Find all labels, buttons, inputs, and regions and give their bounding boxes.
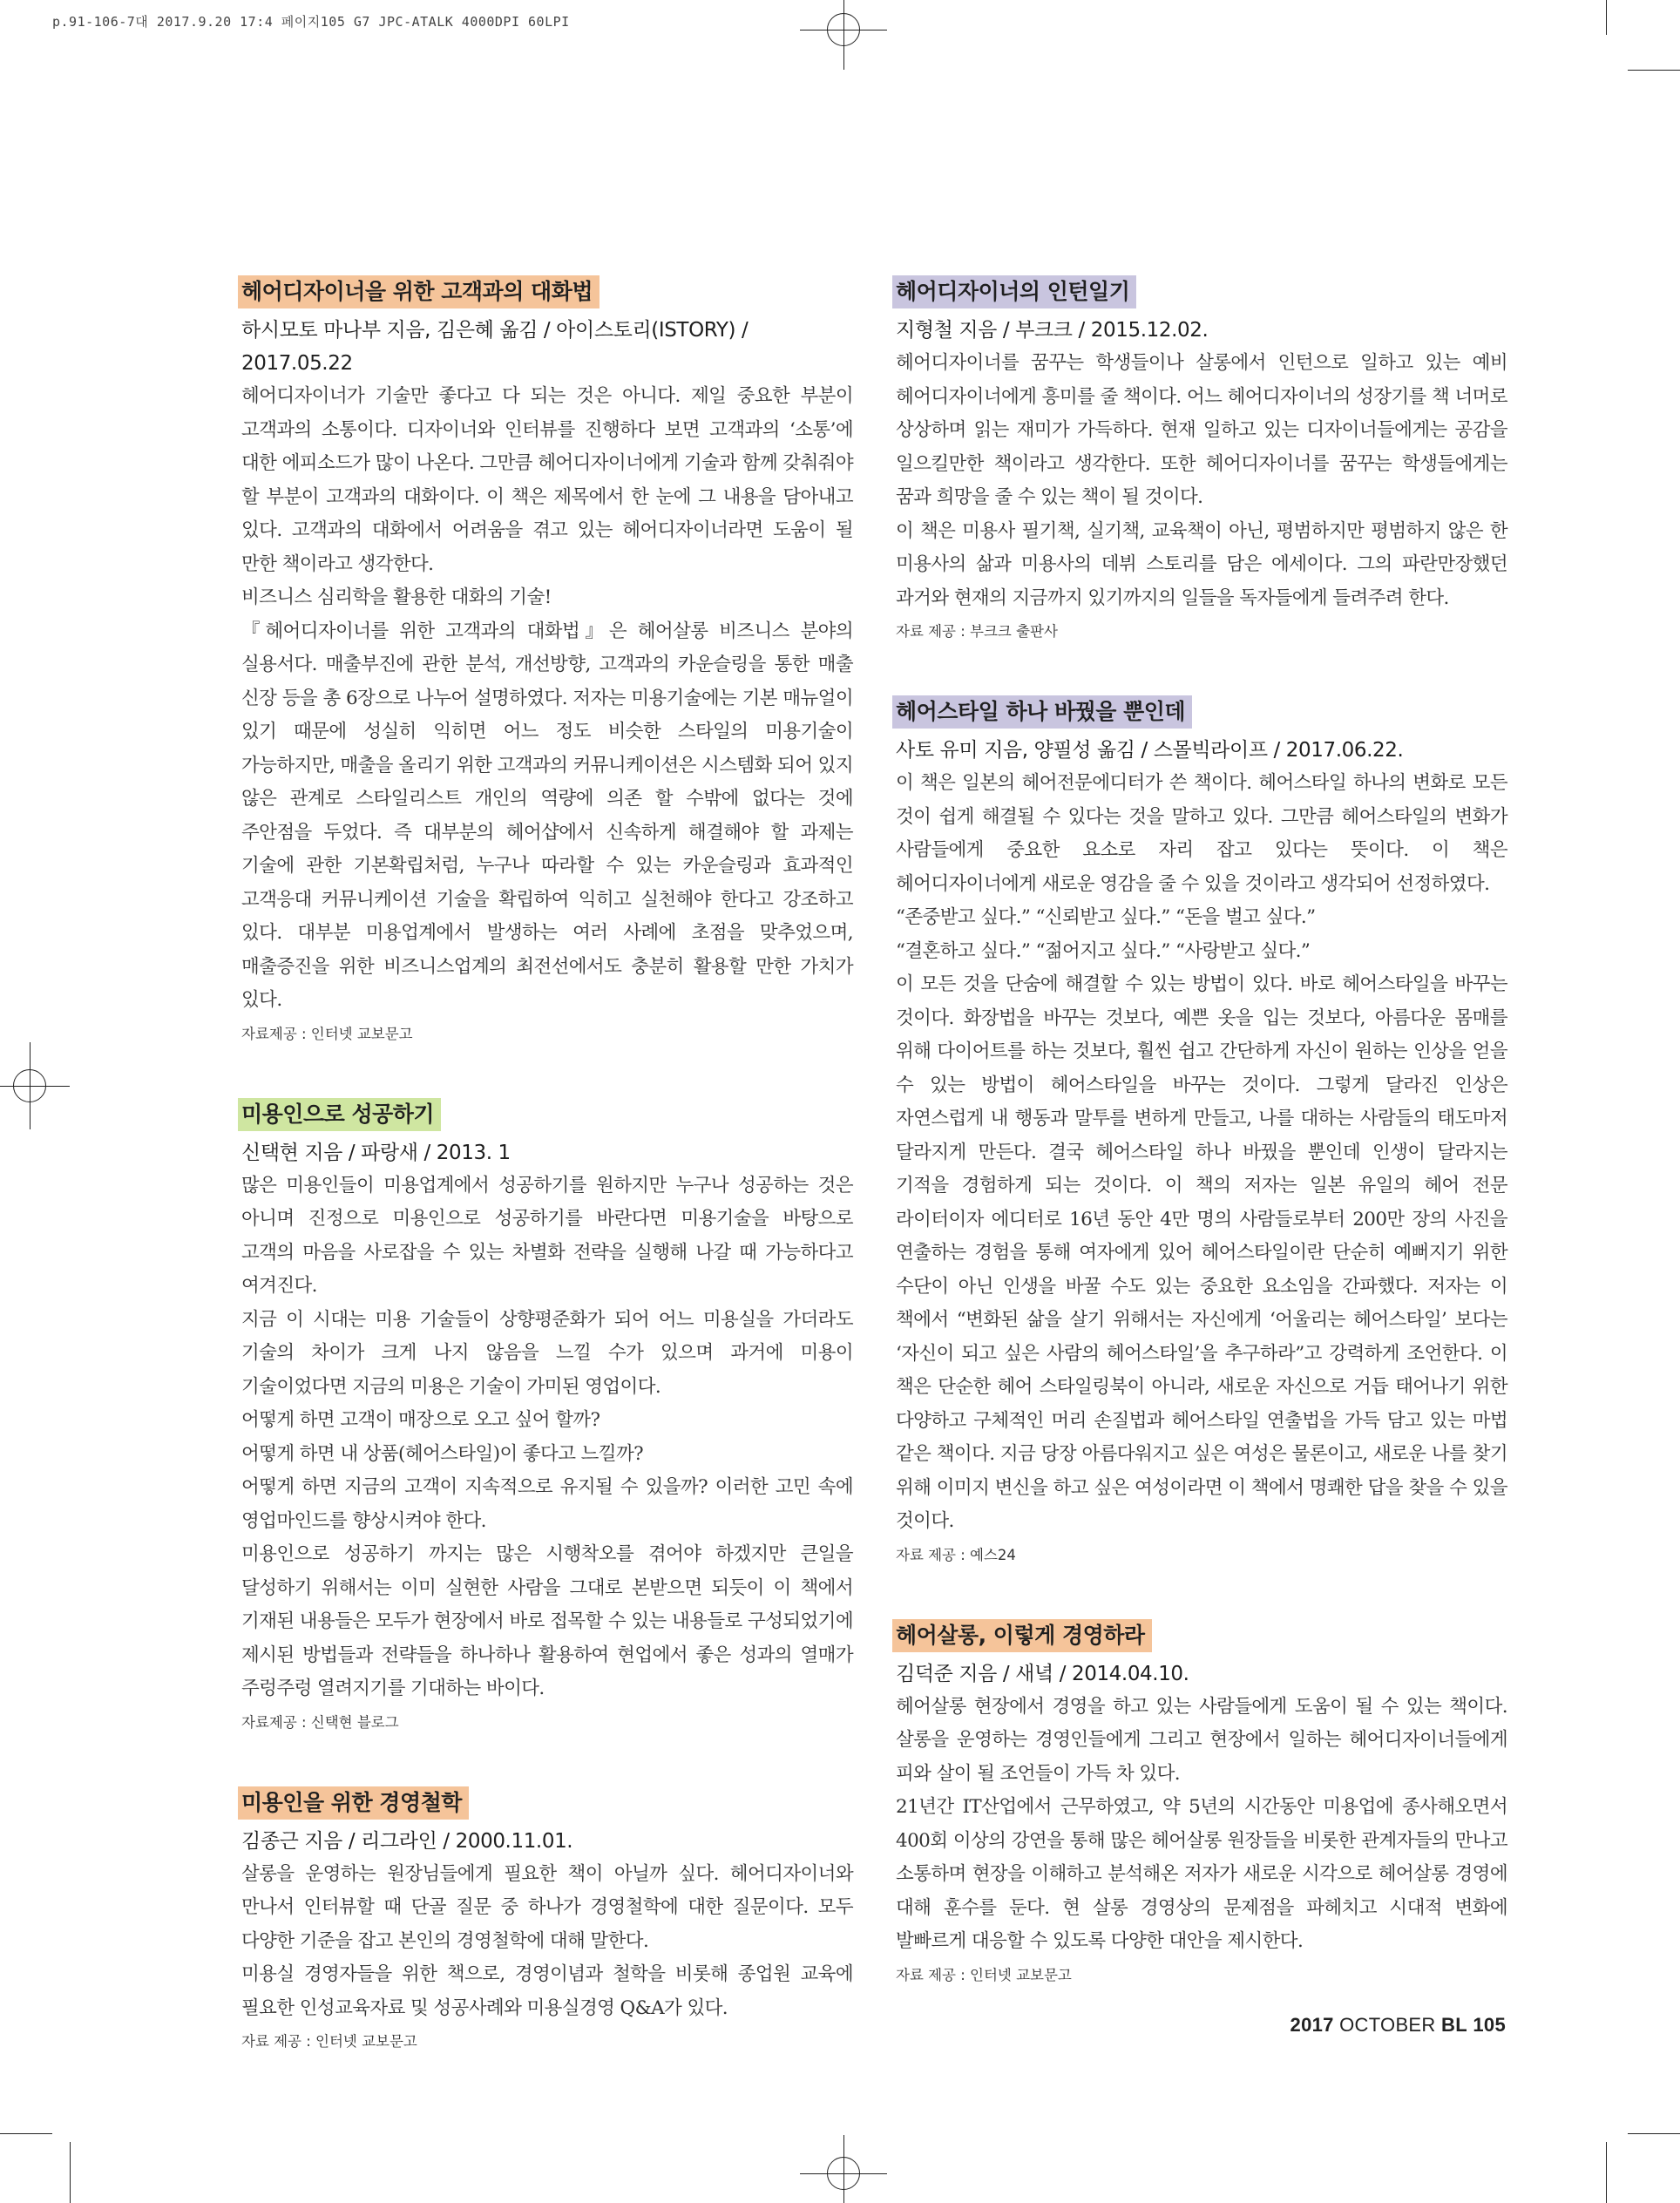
book-description: [896, 347, 1507, 615]
page-number: 105: [1473, 2014, 1506, 2036]
paragraph: 이 책은 일본의 헤어전문에디터가 쓴 책이다. 헤어스타일 하나의 변화로 모든 것이 쉽게 해결될 수 있다는 것을 말하고 있다. 그만큼 헤어스타일의 변화가 사람들에게 중요한 요소로 자리 잡고 있다는 뜻이다. 이 책은 헤어디자이너에게 새로운 영감을 줄 수 있을 것이라고 생각되어 선정하였다.: [896, 772, 1507, 895]
book-review: [241, 1098, 853, 1738]
paragraph: 미용인으로 성공하기 까지는 많은 시행착오를 겪어야 하겠지만 큰일을 달성하기 위해서는 이미 실현한 사람을 그대로 본받으면 되듯이 이 책에서 기재된 내용들은 모두가 현장에서 바로 접목할 수 있는 내용들로 구성되었기에 제시된 방법들과 전략들을 하나하나 활용하여 현업에서 좋은 성과의 열매가 주렁주렁 열려지기를 기대하는 바이다.: [241, 1543, 853, 1699]
source-credit: 자료제공 : 인터넷 교보문고: [241, 1025, 413, 1042]
paragraph: 이 책은 미용사 필기책, 실기책, 교육책이 아닌, 평범하지만 평범하지 않은 한 미용사의 삶과 미용사의 데뷔 스토리를 담은 에세이다. 그의 파란만장했던 과거와 현재의 지금까지 있기까지의 일들을 독자들에게 들려주려 한다.: [896, 519, 1507, 609]
paragraph: 헤어디자이너를 꿈꾸는 학생들이나 살롱에서 인턴으로 일하고 있는 예비 헤어디자이너에게 흥미를 줄 책이다. 어느 헤어디자이너의 성장기를 책 너머로 상상하며 읽는 재미가 가득하다. 현재 일하고 있는 디자이너들에게는 공감을 일으킬만한 책이라고 생각한다. 또한 헤어디자이너를 꿈꾸는 학생들에게는 꿈과 희망을 줄 수 있는 책이 될 것이다.: [896, 352, 1507, 508]
book-review: [896, 695, 1507, 1570]
left-column: [241, 275, 853, 2057]
registration-mark-bottom: [800, 2135, 887, 2203]
crop-mark: [1606, 2142, 1607, 2203]
folio-magazine: BL: [1441, 2014, 1467, 2036]
paragraph: 미용실 경영자들을 위한 책으로, 경영이념과 철학을 비롯해 종업원 교육에 필요한 인성교육자료 및 성공사례와 미용실경영 Q&A가 있다.: [241, 1963, 853, 2019]
crop-mark: [1628, 2133, 1680, 2134]
folio-month: OCTOBER: [1339, 2014, 1436, 2036]
crop-mark: [1606, 0, 1607, 35]
crop-mark: [1628, 70, 1680, 71]
book-meta: 김덕준 지음 / 새녘 / 2014.04.10.: [896, 1662, 1189, 1685]
source-credit: 자료 제공 : 인터넷 교보문고: [241, 2033, 417, 2050]
book-review: [896, 275, 1507, 647]
book-title: 미용인을 위한 경영철학: [238, 1786, 469, 1820]
page-folio: [1290, 2014, 1506, 2037]
book-review: [241, 275, 853, 1049]
book-title: 헤어살롱, 이렇게 경영하라: [892, 1619, 1152, 1652]
paragraph: 비즈니스 심리학을 활용한 대화의 기술!: [241, 586, 552, 608]
book-title: 미용인으로 성공하기: [238, 1098, 441, 1131]
paragraph: 헤어살롱 현장에서 경영을 하고 있는 사람들에게 도움이 될 수 있는 책이다. 살롱을 운영하는 경영인들에게 그리고 현장에서 일하는 헤어디자이너들에게 피와 살이 될 조언들이 가득 차 있다.: [896, 1695, 1507, 1785]
paragraph: 어떻게 하면 지금의 고객이 지속적으로 유지될 수 있을까? 이러한 고민 속에 영업마인드를 향상시켜야 한다.: [241, 1476, 853, 1532]
book-review: [896, 1619, 1507, 1990]
print-slug: p.91-106-7대 2017.9.20 17:4 페이지105 G7 JPC-ATALK 4000DPI 60LPI: [52, 14, 570, 30]
book-title: 헤어디자이너의 인턴일기: [892, 275, 1136, 308]
book-review: [241, 1786, 853, 2057]
crop-mark: [70, 2142, 71, 2203]
book-description: [241, 380, 853, 1018]
source-credit: 자료 제공 : 인터넷 교보문고: [896, 1966, 1072, 1983]
paragraph: “존중받고 싶다.” “신뢰받고 싶다.” “돈을 벌고 싶다.”: [896, 906, 1316, 928]
book-description: [896, 767, 1507, 1539]
paragraph: 헤어디자이너가 기술만 좋다고 다 되는 것은 아니다. 제일 중요한 부분이 고객과의 소통이다. 디자이너와 인터뷰를 진행하다 보면 고객과의 ‘소통’에 대한 에피소드가 많이 나온다. 그만큼 헤어디자이너에게 기술과 함께 갖춰줘야 할 부분이 고객과의 대화이다. 이 책은 제목에서 한 눈에 그 내용을 담아내고 있다. 고객과의 대화에서 어려움을 겪고 있는 헤어디자이너라면 도움이 될 만한 책이라고 생각한다.: [241, 385, 853, 575]
book-meta: 지형철 지음 / 부크크 / 2015.12.02.: [896, 319, 1209, 342]
paragraph: 어떻게 하면 고객이 매장으로 오고 싶어 할까?: [241, 1409, 600, 1431]
crop-mark: [0, 2133, 52, 2134]
paragraph: 많은 미용인들이 미용업계에서 성공하기를 원하지만 누구나 성공하는 것은 아니며 진정으로 미용인으로 성공하기를 바란다면 미용기술을 바탕으로 고객의 마음을 사로잡을 수 있는 차별화 전략을 실행해 나갈 때 가능하다고 여겨진다.: [241, 1174, 853, 1297]
book-description: [241, 1858, 853, 2026]
book-title: 헤어디자이너을 위한 고객과의 대화법: [238, 275, 600, 308]
book-description: [241, 1169, 853, 1706]
source-credit: 자료 제공 : 부크크 출판사: [896, 623, 1058, 640]
paragraph: 『헤어디자이너를 위한 고객과의 대화법』은 헤어살롱 비즈니스 분야의 실용서다. 매출부진에 관한 분석, 개선방향, 고객과의 카운슬링을 통한 매출 신장 등을 총 6장으로 나누어 설명하였다. 저자는 미용기술에는 기본 매뉴얼이 있기 때문에 성실히 익히면 어느 정도 비슷한 스타일의 미용기술이 가능하지만, 매출을 올리기 위한 고객과의 커뮤니케이션은 시스템화 되어 있지 않은 관계로 스타일리스트 개인의 역량에 의존 할 수밖에 없다는 것에 주안점을 두었다. 즉 대부분의 헤어샵에서 신속하게 해결해야 할 과제는 기술에 관한 기본확립처럼, 누구나 따라할 수 있는 카운슬링과 효과적인 고객응대 커뮤니케이션 기술을 확립하여 익히고 실천해야 한다고 강조하고 있다. 대부분 미용업계에서 발생하는 여러 사례에 초점을 맞추었으며, 매출증진을 위한 비즈니스업계의 최전선에서도 충분히 활용할 만한 가치가 있다.: [241, 620, 853, 1011]
book-meta: 하시모토 마나부 지음, 김은혜 옮김 / 아이스토리(ISTORY) / 2017.05.22: [241, 319, 749, 375]
paragraph: 어떻게 하면 내 상품(헤어스타일)이 좋다고 느낄까?: [241, 1442, 644, 1465]
book-meta: 사토 유미 지음, 양필성 옮김 / 스몰빅라이프 / 2017.06.22.: [896, 739, 1404, 762]
book-meta: 김종근 지음 / 리그라인 / 2000.11.01.: [241, 1829, 573, 1853]
folio-year: 2017: [1290, 2014, 1334, 2036]
book-title: 헤어스타일 하나 바꿨을 뿐인데: [892, 695, 1192, 729]
source-credit: 자료 제공 : 예스24: [896, 1546, 1016, 1563]
paragraph: 지금 이 시대는 미용 기술들이 상향평준화가 되어 어느 미용실을 가더라도 기술의 차이가 크게 나지 않음을 느낄 수가 있으며 과거에 미용이 기술이었다면 지금의 미용은 기술이 가미된 영업이다.: [241, 1308, 853, 1398]
paragraph: “결혼하고 싶다.” “젊어지고 싶다.” “사랑받고 싶다.”: [896, 939, 1311, 962]
right-column: [896, 275, 1507, 1990]
source-credit: 자료제공 : 신택현 블로그: [241, 1713, 399, 1731]
book-meta: 신택현 지음 / 파랑새 / 2013. 1: [241, 1141, 511, 1164]
paragraph: 살롱을 운영하는 원장님들에게 필요한 책이 아닐까 싶다. 헤어디자이너와 만나서 인터뷰할 때 단골 질문 중 하나가 경영철학에 대한 질문이다. 모두 다양한 기준을 잡고 본인의 경영철학에 대해 말한다.: [241, 1862, 853, 1952]
paragraph: 21년간 IT산업에서 근무하였고, 약 5년의 시간동안 미용업에 종사해오면서 400회 이상의 강연을 통해 많은 헤어살롱 원장들을 비롯한 관계자들의 만나고 소통하며 현장을 이해하고 분석해온 저자가 새로운 시각으로 헤어살롱 경영에 대해 훈수를 둔다. 현 살롱 경영상의 문제점을 파헤치고 시대적 변화에 발빠르게 대응할 수 있도록 다양한 대안을 제시한다.: [896, 1796, 1507, 1952]
paragraph: 이 모든 것을 단숨에 해결할 수 있는 방법이 있다. 바로 헤어스타일을 바꾸는 것이다. 화장법을 바꾸는 것보다, 예쁜 옷을 입는 것보다, 아름다운 몸매를 위해 다이어트를 하는 것보다, 훨씬 쉽고 간단하게 자신이 원하는 인상을 얻을 수 있는 방법이 헤어스타일을 바꾸는 것이다. 그렇게 달라진 인상은 자연스럽게 내 행동과 말투를 변하게 만들고, 나를 대하는 사람들의 태도마저 달라지게 만든다. 결국 헤어스타일 하나 바꿨을 뿐인데 인생이 달라지는 기적을 경험하게 되는 것이다. 이 책의 저자는 일본 유일의 헤어 전문 라이터이자 에디터로 16년 동안 4만 명의 사람들로부터 200만 장의 사진을 연출하는 경험을 통해 여자에게 있어 헤어스타일이란 단순히 예뻐지기 위한 수단이 아닌 인생을 바꿀 수도 있는 중요한 요소임을 간파했다. 저자는 이 책에서 “변화된 삶을 살기 위해서는 자신에게 ‘어울리는 헤어스타일’ 보다는 ‘자신이 되고 싶은 사람의 헤어스타일’을 추구하라”고 강력하게 조언한다. 이 책은 단순한 헤어 스타일링북이 아니라, 새로운 자신으로 거듭 태어나기 위한 다양하고 구체적인 머리 손질법과 헤어스타일 연출법을 가득 담고 있는 마법 같은 책이다. 지금 당장 아름다워지고 싶은 여성은 물론이고, 새로운 나를 찾기 위해 이미지 변신을 하고 싶은 여성이라면 이 책에서 명쾌한 답을 찾을 수 있을 것이다.: [896, 973, 1507, 1532]
registration-mark-left: [0, 1042, 70, 1129]
book-description: [896, 1691, 1507, 1959]
registration-mark-top: [800, 0, 887, 70]
